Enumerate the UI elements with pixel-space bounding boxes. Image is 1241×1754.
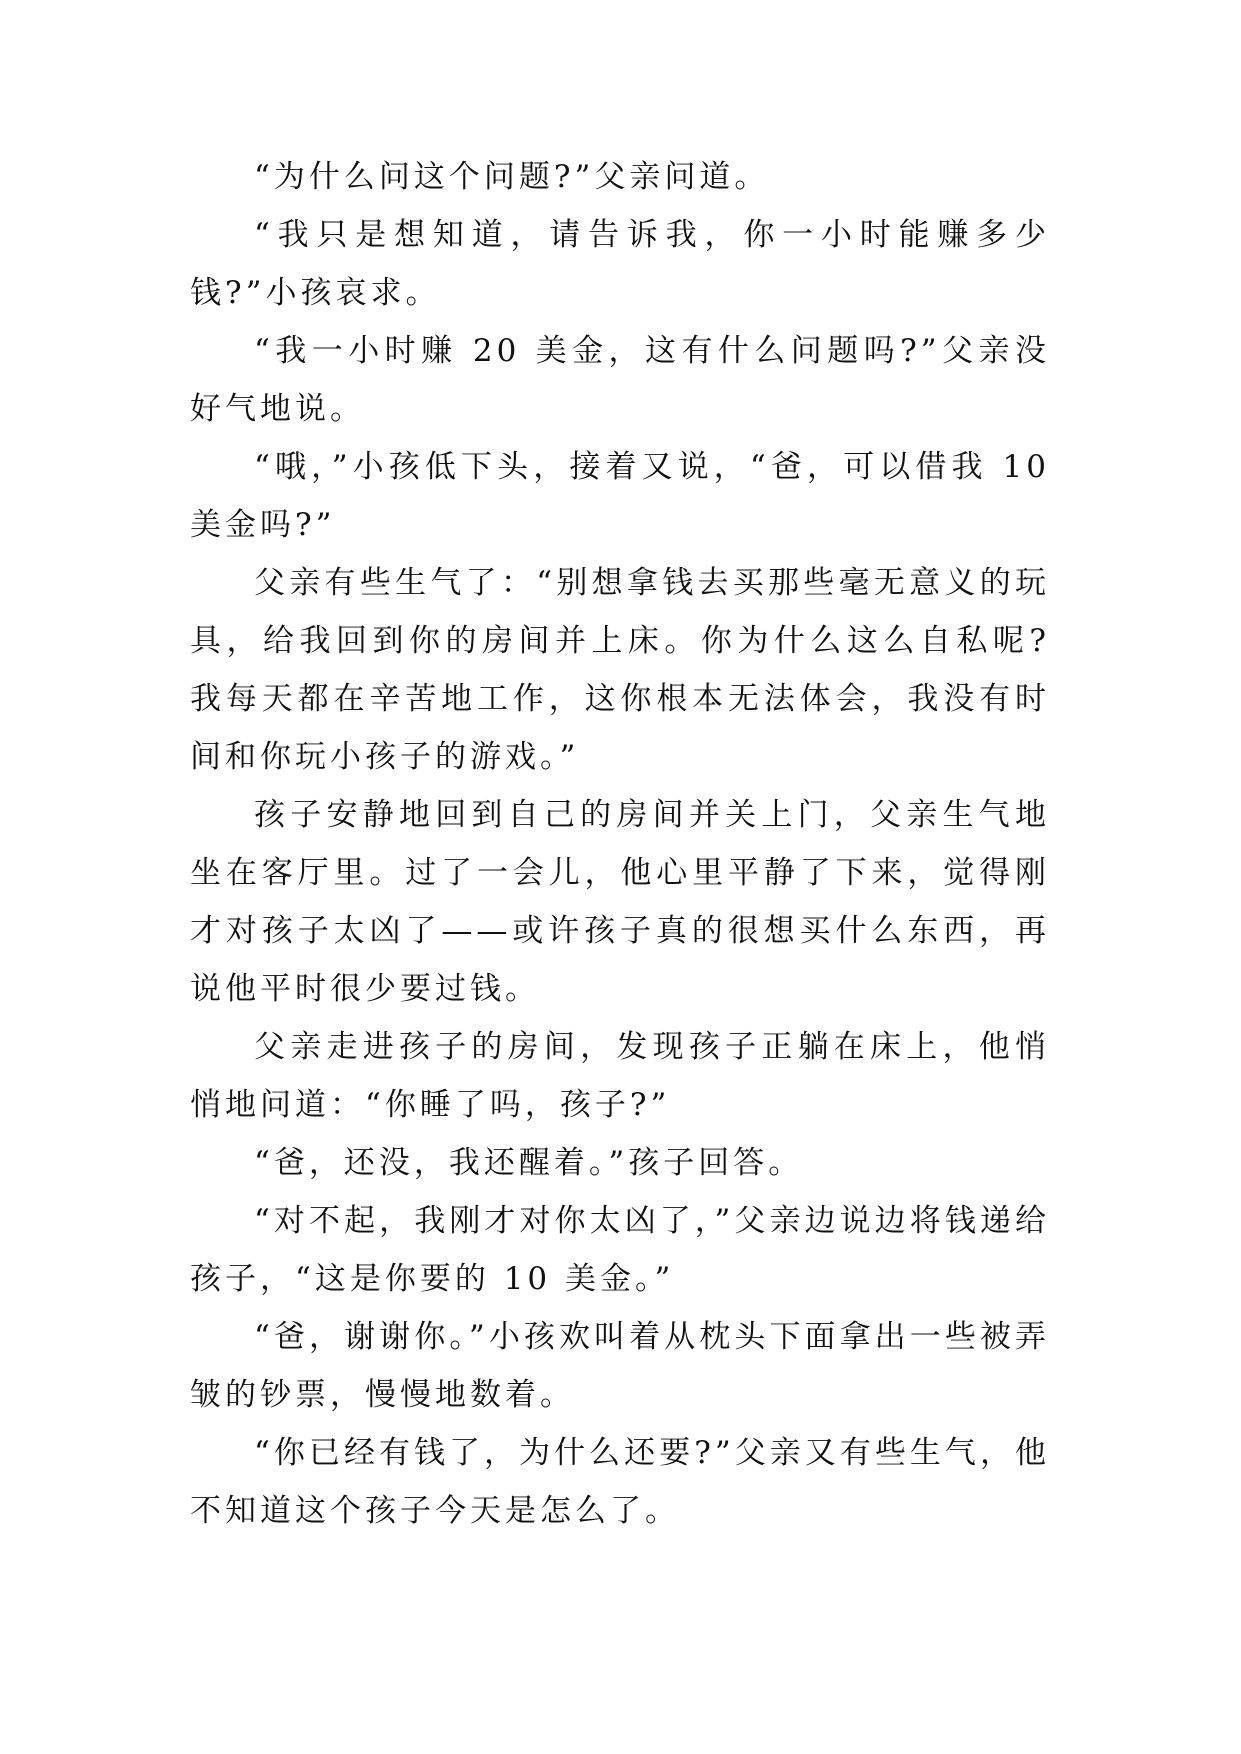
paragraph: “爸，还没，我还醒着。”孩子回答。 [254, 1145, 804, 1181]
document-body [190, 148, 1050, 1540]
paragraph: “哦，”小孩低下头，接着又说，“爸，可以借我 10 美金吗?” [190, 449, 1050, 543]
paragraph: “对不起，我刚才对你太凶了，”父亲边说边将钱递给孩子，“这是你要的 10 美金。” [190, 1203, 1050, 1297]
paragraph: “爸，谢谢你。”小孩欢叫着从枕头下面拿出一些被弄皱的钞票，慢慢地数着。 [190, 1319, 1050, 1413]
paragraph: “我只是想知道，请告诉我，你一小时能赚多少钱?”小孩哀求。 [190, 217, 1050, 311]
paragraph: 父亲有些生气了：“别想拿钱去买那些毫无意义的玩具，给我回到你的房间并上床。你为什么这么自私呢?我每天都在辛苦地工作，这你根本无法体会，我没有时间和你玩小孩子的游戏。” [190, 565, 1050, 775]
paragraph: “我一小时赚 20 美金，这有什么问题吗?”父亲没好气地说。 [190, 333, 1050, 427]
paragraph: 孩子安静地回到自己的房间并关上门，父亲生气地坐在客厅里。过了一会儿，他心里平静了下来，觉得刚才对孩子太凶了——或许孩子真的很想买什么东西，再说他平时很少要过钱。 [190, 797, 1050, 1007]
paragraph: 父亲走进孩子的房间，发现孩子正躺在床上，他悄悄地问道：“你睡了吗，孩子?” [190, 1029, 1050, 1123]
paragraph: “为什么问这个问题?”父亲问道。 [254, 159, 770, 195]
paragraph: “你已经有钱了，为什么还要?”父亲又有些生气，他不知道这个孩子今天是怎么了。 [190, 1435, 1050, 1529]
